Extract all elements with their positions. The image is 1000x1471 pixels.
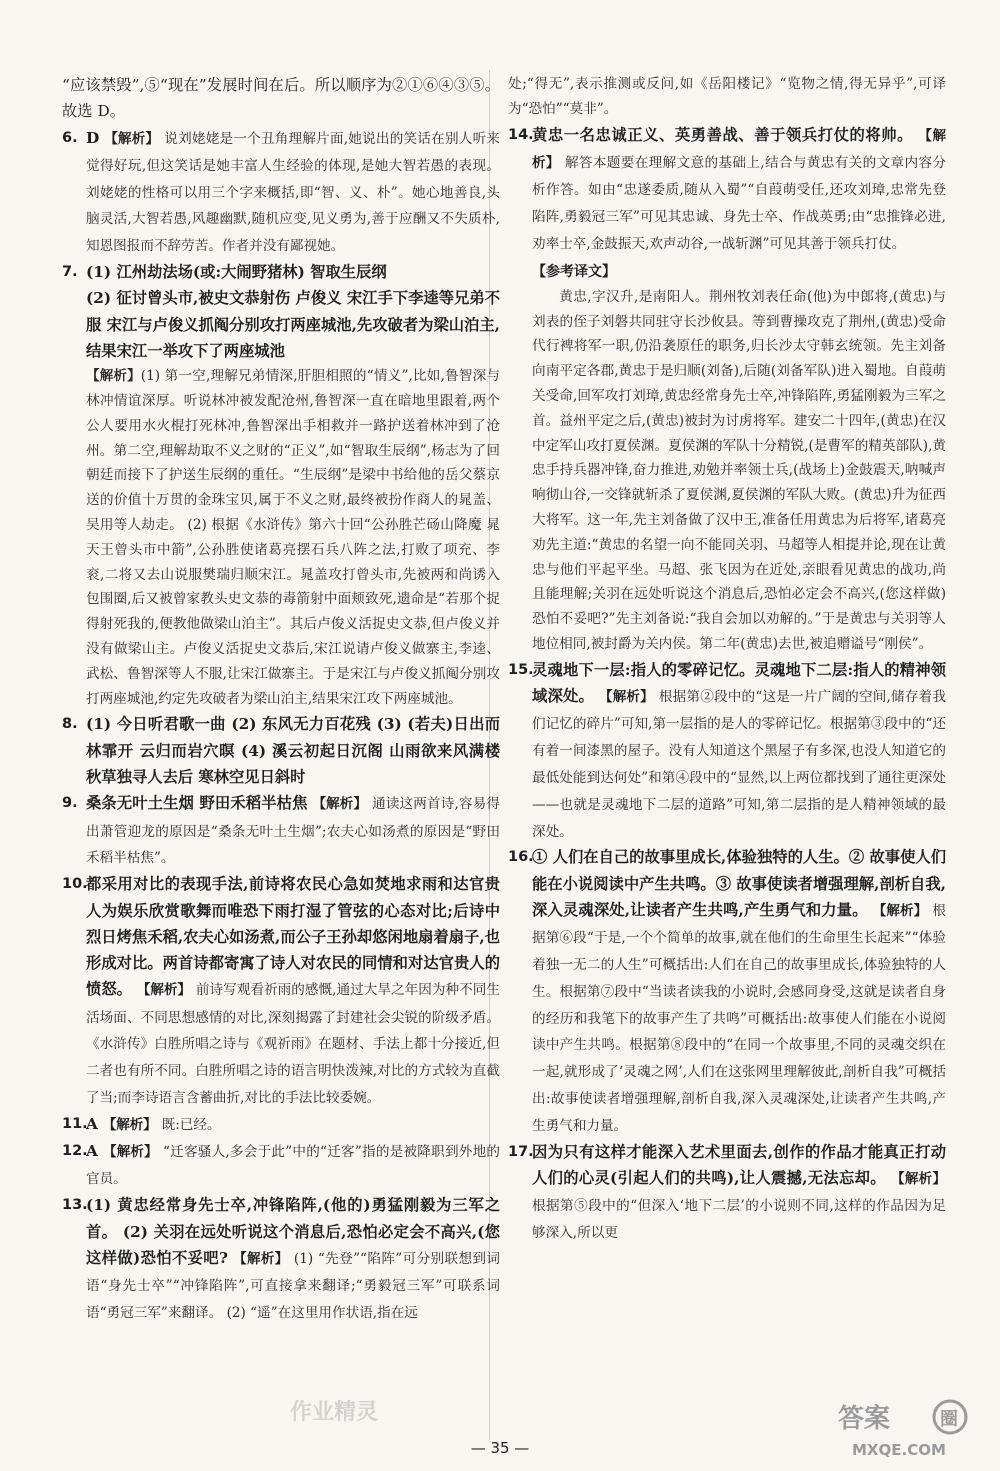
reference-translation: 黄忠,字汉升,是南阳人。荆州牧刘表任命(他)为中郎将,(黄忠)与刘表的侄子刘磐共同驻守长沙攸县。等到曹操攻克了荆州,(黄忠)受命代行裨将军一职,仍沿袭原任的职务,归长沙太守韩玄统领。先主刘备向南平定各郡,黄忠于是归顺(刘备),后随(刘备军队)进入蜀地。自葭萌关受命,回军攻打刘璋,黄忠经常身先士卒,冲锋陷阵,勇猛刚毅为三军之首。益州平定之后,(黄忠)被封为讨虏将军。建安二十四年,(黄忠)在汉中定军山攻打夏侯渊。夏侯渊的军队十分精锐,(是曹军的精英部队),黄忠手持兵器冲锋,奋力推进,劝勉并率领士兵,(战场上)金鼓震天,呐喊声响彻山谷,一交锋就斩杀了夏侯渊,夏侯渊的军队大败。(黄忠)升为征西大将军。这一年,先主刘备做了汉中王,准备任用黄忠为后将军,诸葛亮劝先主道:“黄忠的名望一向不能同关羽、马超等人相提并论,现在让黄忠与他们平起平坐。马超、张飞因为在近处,亲眼看见黄忠的战功,尚且能理解;关羽在远处听说这个消息后,恐怕必定会不高兴,(您这样做)恐怕不妥吧?”先主刘备说:“我自会加以劝解的。”于是黄忠与关羽等人地位相同,被封爵为关内侯。第二年(黄忠)去世,被追赠谥号“刚侯”。 xyxy=(532,288,946,653)
answer: (1) 黄忠经常身先士卒,冲锋陷阵,(他的)勇猛刚毅为三军之首。 (2) 关羽在远处听说这个消息后,恐怕必定会不高兴,(您这样做)恐怕不妥吧? xyxy=(86,1196,500,1267)
question-number: 16. xyxy=(508,849,534,866)
analysis-text: 前诗写观看祈雨的感慨,通过大旱之年因为种不同生活场面、不同思想感情的对比,深刻揭露了封建社会尖锐的阶级矛盾。《水浒传》白胜所唱之诗与《观祈雨》在题材、手法上都十分接近,但二者也有所不同。白胜所唱之诗的语言明快泼辣,对比的方式较为直截了当;而李诗语言含蓄曲折,对比的手法比较委婉。 xyxy=(86,982,500,1107)
question-number: 12. xyxy=(62,1143,88,1160)
answer: A xyxy=(86,1114,98,1133)
answer: ① 人们在自己的故事里成长,体验独特的人生。② 故事使人们能在小说阅读中产生共鸣。③ 故事使读者增强理解,剖析自我,深入灵魂深处,让读者产生共鸣,产生勇气和力量。 xyxy=(532,848,946,919)
answer-part-2: (2) 征讨曾头市,被史文恭射伤 卢俊义 宋江手下李逵等兄弟不服 宋江与卢俊义抓阄分别攻打两座城池,先攻破者为梁山泊主,结果宋江一举攻下了两座城池 xyxy=(86,289,500,360)
analysis-text: 根据第⑤段中的“但深入‘地下二层’的小说则不同,这样的作品因为足够深入,所以更 xyxy=(532,1198,946,1242)
analysis-tag: 【解析】 xyxy=(599,689,654,706)
answer: 都采用对比的表现手法,前诗将农民心急如焚地求雨和达官贵人为娱乐欣赏歌舞而唯恐下雨打湿了管弦的心态对比;后诗中烈日烤焦禾稻,农夫心如汤煮,而公子王孙却悠闲地扇着扇子,也形成对比。两首诗都寄寓了诗人对农民的同情和对达官贵人的愤怒。 xyxy=(86,875,500,999)
answer: 灵魂地下一层:指人的零碎记忆。灵魂地下二层:指人的精神领域深处。 xyxy=(532,660,946,706)
question-6 xyxy=(62,125,500,259)
analysis-text: “迁客骚人,多会于此”中的“迁客”指的是被降职到外地的官员。 xyxy=(86,1144,500,1188)
analysis-text: 根据第②段中的“这是一片广阔的空间,储存着我们记忆的碎片”可知,第一层指的是人的零碎记忆。根据第③段中的“还有着一间漆黑的屋子。没有人知道这个黑屋子有多深,也没人知道它的最低处能到达何处”和第④段中的“显然,以上两位都找到了通往更深处——也就是灵魂地下二层的道路”可知,第二层指的是人精神领域的最深处。 xyxy=(532,689,946,840)
analysis-text: 根据第⑥段“于是,一个个简单的故事,就在他们的生命里生长起来”“体验着独一无二的人生”可概括出:人们在自己的故事里成长,体验独特的人生。根据第⑦段中“当读者读我的小说时,会感同身受,这就是读者自身的经历和我笔下的故事产生了共鸣”可概括出:故事使人们能在小说阅读中产生共鸣。根据第⑧段中的“在同一个故事里,不同的灵魂交织在一起,就形成了‘灵魂之网’,人们在这张网里理解彼此,剖析自我”可概括出:故事使读者增强理解,剖析自我,深入灵魂深处,让读者产生共鸣,产生勇气和力量。 xyxy=(532,903,946,1134)
answer: A xyxy=(86,1142,98,1161)
analysis-tag: 【解析】 xyxy=(102,1144,158,1161)
svg-text:答案: 答案 xyxy=(838,1404,891,1434)
left-column xyxy=(62,72,500,1326)
analysis-tag: 【解析】 xyxy=(136,982,192,999)
question-number: 9. xyxy=(62,795,78,812)
analysis-tag: 【解析】 xyxy=(312,796,368,813)
analysis-tag: 【解析】 xyxy=(104,130,160,147)
question-15 xyxy=(508,657,946,845)
svg-text:MXQE.COM: MXQE.COM xyxy=(852,1441,946,1459)
question-9 xyxy=(62,790,500,871)
question-13 xyxy=(62,1192,500,1325)
question-number: 6. xyxy=(62,129,78,146)
analysis-tag: 【解析】 xyxy=(891,1170,946,1187)
question-7 xyxy=(62,259,500,711)
analysis-text: 既:已经。 xyxy=(161,1116,221,1133)
right-column xyxy=(508,72,946,1246)
question-10 xyxy=(62,871,500,1111)
question-number: 8. xyxy=(62,716,78,733)
analysis-tag: 【解析】 xyxy=(532,127,946,171)
analysis-tag: 【解析】 xyxy=(872,903,928,919)
analysis-text: 通读这两首诗,容易得出萧管迎龙的原因是“桑条无叶土生烟”;农夫心如汤煮的原因是“野田禾稻半枯焦”。 xyxy=(86,796,500,867)
page-number: — 35 — xyxy=(470,1439,530,1457)
question-14 xyxy=(508,122,946,657)
answer: 黄忠一名忠诚正义、英勇善战、善于领兵打仗的将帅。 xyxy=(532,125,913,144)
question-number: 11. xyxy=(62,1115,88,1132)
analysis-tag: 【解析】 xyxy=(233,1250,289,1267)
question-number: 10. xyxy=(62,876,88,893)
analysis-tag: 【解析】 xyxy=(86,368,141,385)
question-12 xyxy=(62,1138,500,1192)
reference-translation-heading: 【参考译文】 xyxy=(532,263,616,280)
analysis-text: (1) “先登”“陷阵”可分别联想到词语“身先士卒”“冲锋陷阵”,可直接拿来翻译;“勇毅冠三军”可联系词语“勇冠三军”来翻译。 (2) “遥”在这里用作状语,指在远 xyxy=(86,1250,500,1321)
analysis-text: 说刘姥姥是一个丑角理解片面,她说出的笑话在别人听来觉得好玩,但这笑话是她丰富人生经验的体现,是她大智若愚的表现。刘姥姥的性格可以用三个字来概括,即“智、义、朴”。她心地善良,头脑灵活,大智若愚,风趣幽默,随机应变,见义勇为,善于应酬又不失质朴,知恩图报而不辞劳苦。作者并没有鄙视她。 xyxy=(86,130,500,255)
watermark-text: 作业精灵 xyxy=(290,1400,379,1425)
continued-text: 处;“得无”,表示推测或反问,如《岳阳楼记》“览物之情,得无异乎”,可译为“恐怕”“莫非”。 xyxy=(508,76,946,117)
continued-text: “应该禁毁”,⑤“现在”发展时间在后。所以顺序为②①⑥④③⑤。故选 D。 xyxy=(62,76,500,121)
question-number: 13. xyxy=(62,1197,88,1214)
question-number: 7. xyxy=(62,264,78,281)
answer-circle-logo xyxy=(832,1395,972,1461)
question-16 xyxy=(508,844,946,1138)
svg-text:圈: 圈 xyxy=(940,1409,958,1430)
question-8 xyxy=(62,711,500,790)
analysis-text: 解答本题要在理解文意的基础上,结合与黄忠有关的文章内容分析作答。如由“忠遂委质,随从入蜀”“自葭萌受任,还攻刘璋,忠常先登陷阵,勇毅冠三军”可见其忠诚、身先士卒、作战英勇;由“忠推锋必进,劝率士卒,金鼓振天,欢声动谷,一战斩渊”可见其善于领兵打仗。 xyxy=(532,154,946,252)
analysis-text: (1) 第一空,理解兄弟情深,肝胆相照的“情义”,比如,鲁智深与林冲情谊深厚。听说林冲被发配沧州,鲁智深一直在暗地里跟着,两个公人要用水火棍打死林冲,鲁智深出手相救并一路护送着林冲到了沧州。第二空,理解劫取不义之财的“正义”,如“智取生辰纲”,杨志为了回朝廷而接下了护送生辰纲的重任。“生辰纲”是梁中书给他的岳父蔡京送的价值十万贯的金珠宝贝,属于不义之财,最终被扮作商人的晁盖、吴用等人劫走。 (2) 根据《水浒传》第六十回“公孙胜芒砀山降魔 晁天王曾头市中箭”,公孙胜使诸葛亮摆石兵八阵之法,打败了项充、李衮,二将又去山说服樊瑞归顺宋江。晁盖攻打曾头市,先被两和尚诱入包围圈,后又被曾家教头史文恭的毒箭射中面颊致死,遗命是“若那个捉得射死我的,便教他做梁山泊主”。其后卢俊义活捉史文恭,但卢俊义并没有做梁山主。卢俊义活捉史文恭后,宋江说请卢俊义做寨主,李逵、武松、鲁智深等人不服,让宋江做寨主。于是宋江与卢俊义抓阄分别攻打两座城池,约定先攻破者为梁山泊主,结果宋江攻下两座城池。 xyxy=(86,368,500,707)
answer: (1) 今日听君歌一曲 (2) 东风无力百花残 (3) (若夫)日出而林霏开 云归而岩穴暝 (4) 溪云初起日沉阁 山雨欲来风满楼 秋草独寻人去后 寒林空见日斜时 xyxy=(86,715,500,787)
answer: 桑条无叶土生烟 野田禾稻半枯焦 xyxy=(86,794,308,813)
answer: 因为只有这样才能深入艺术里面去,创作的作品才能真正打动人们的心灵(引起人们的共鸣),让人震撼,无法忘却。 xyxy=(532,1142,946,1187)
answer-part-1: (1) 江州劫法场(或:大闹野猪林) 智取生辰纲 xyxy=(86,263,387,282)
question-number: 17. xyxy=(508,1143,534,1160)
question-number: 14. xyxy=(508,126,534,143)
question-17 xyxy=(508,1139,946,1246)
question-number: 15. xyxy=(508,661,534,678)
analysis-tag: 【解析】 xyxy=(102,1116,157,1133)
question-11 xyxy=(62,1111,500,1138)
answer: D xyxy=(86,128,100,147)
